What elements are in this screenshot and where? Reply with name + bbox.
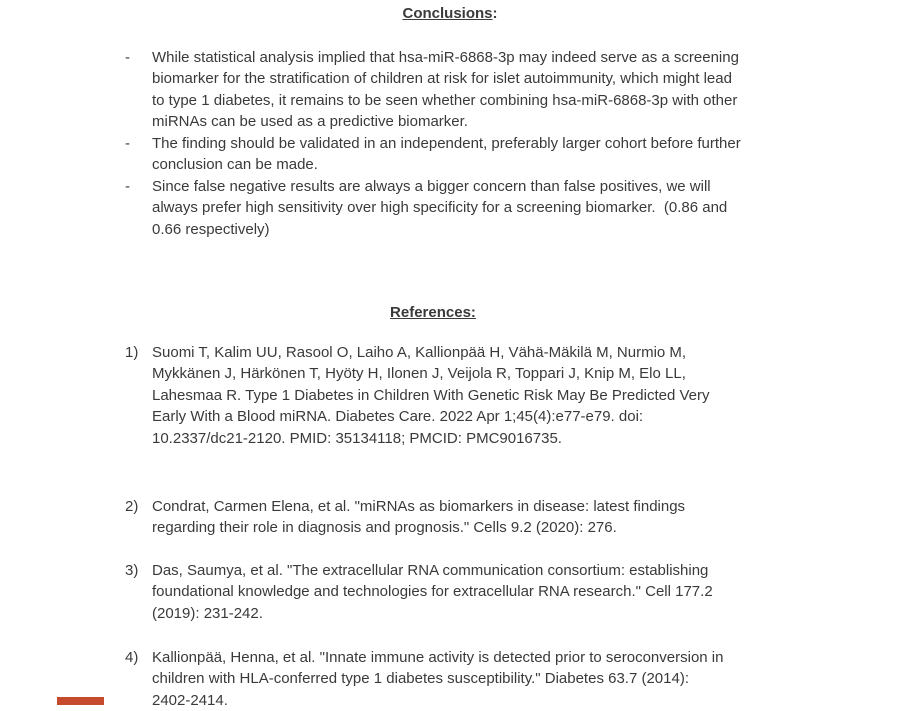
reference-number: 4) — [125, 647, 152, 669]
reference-line: Early With a Blood miRNA. Diabetes Care. 2022 Apr 1;45(4):e77-e79. doi: — [152, 406, 709, 428]
reference-number: 1) — [125, 342, 152, 364]
reference-line: regarding their role in diagnosis and prognosis." Cells 9.2 (2020): 276. — [152, 517, 685, 539]
references-heading — [0, 303, 883, 323]
conclusions-heading-text: Conclusions — [402, 5, 492, 22]
reference-item — [125, 342, 709, 450]
bullet-line: 0.66 respectively) — [152, 219, 727, 241]
reference-line: Kallionpää, Henna, et al. "Innate immune activity is detected prior to seroconversion in — [152, 647, 723, 669]
reference-item — [125, 560, 713, 625]
bullet-item — [125, 47, 741, 133]
reference-line: (2019): 231-242. — [152, 603, 713, 625]
reference-line: Das, Saumya, et al. "The extracellular RNA communication consortium: establishing — [152, 560, 713, 582]
conclusions-heading-colon: : — [493, 5, 498, 22]
bullet-line: conclusion can be made. — [152, 154, 741, 176]
bullet-line: miRNAs can be used as a predictive biomarker. — [152, 111, 739, 133]
bullet-line: to type 1 diabetes, it remains to be seen whether combining hsa-miR-6868-3p with other — [152, 90, 739, 112]
reference-line: foundational knowledge and technologies for extracellular RNA research." Cell 177.2 — [152, 581, 713, 603]
conclusions-bullet-list — [125, 47, 741, 241]
bullet-text — [152, 47, 739, 133]
reference-item — [125, 496, 685, 539]
bullet-text — [152, 176, 727, 241]
reference-item-3 — [125, 560, 713, 625]
bullet-line: The finding should be validated in an independent, preferably larger cohort before further — [152, 133, 741, 155]
reference-line: Lahesmaa R. Type 1 Diabetes in Children With Genetic Risk May Be Predicted Very — [152, 385, 709, 407]
reference-line: children with HLA-conferred type 1 diabetes susceptibility." Diabetes 63.7 (2014): — [152, 668, 723, 690]
reference-number: 3) — [125, 560, 152, 582]
references-heading-text: References: — [390, 304, 476, 321]
reference-number: 2) — [125, 496, 152, 518]
bullet-marker: - — [125, 176, 152, 198]
reference-text — [152, 647, 723, 711]
reference-item-4 — [125, 647, 723, 711]
reference-line: 10.2337/dc21-2120. PMID: 35134118; PMCID: PMC9016735. — [152, 428, 709, 450]
bullet-item — [125, 133, 741, 176]
bullet-text — [152, 133, 741, 176]
reference-line: Mykkänen J, Härkönen T, Hyöty H, Ilonen J, Veijola R, Toppari J, Knip M, Elo LL, — [152, 363, 709, 385]
conclusions-heading — [0, 4, 900, 24]
bullet-line: always prefer high sensitivity over high specificity for a screening biomarker. (0.86 and — [152, 197, 727, 219]
bullet-line: biomarker for the stratification of children at risk for islet autoimmunity, which might lead — [152, 68, 739, 90]
reference-text — [152, 496, 685, 539]
reference-line: Suomi T, Kalim UU, Rasool O, Laiho A, Kallionpää H, Vähä-Mäkilä M, Nurmio M, — [152, 342, 709, 364]
bullet-line: Since false negative results are always a bigger concern than false positives, we will — [152, 176, 727, 198]
reference-line: Condrat, Carmen Elena, et al. "miRNAs as biomarkers in disease: latest findings — [152, 496, 685, 518]
red-marker-rect — [57, 697, 104, 705]
reference-item-1 — [125, 342, 709, 450]
bullet-marker: - — [125, 133, 152, 155]
bullet-item — [125, 176, 741, 241]
bullet-line: While statistical analysis implied that hsa-miR-6868-3p may indeed serve as a screening — [152, 47, 739, 69]
reference-line: 2402-2414. — [152, 690, 723, 711]
reference-item-2 — [125, 496, 685, 539]
reference-text — [152, 560, 713, 625]
bullet-marker: - — [125, 47, 152, 69]
reference-text — [152, 342, 709, 450]
reference-item — [125, 647, 723, 711]
